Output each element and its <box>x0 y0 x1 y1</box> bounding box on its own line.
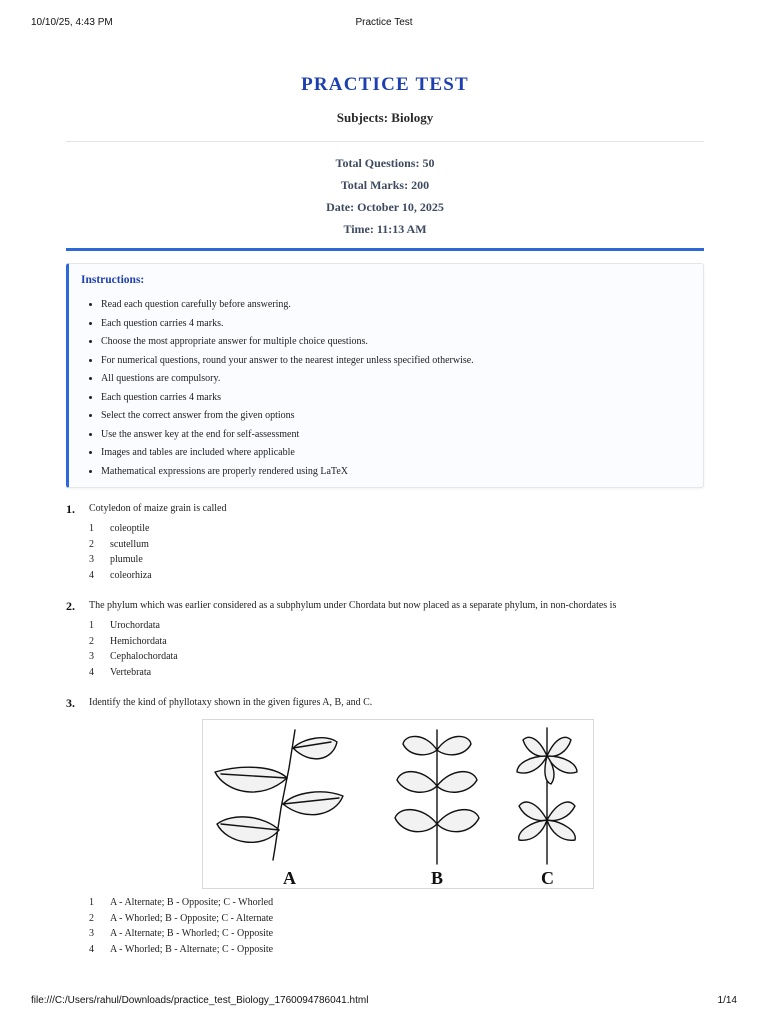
option-item <box>89 665 704 681</box>
subject-line: Subjects: Biology <box>336 110 434 125</box>
option-item <box>89 926 704 942</box>
instructions-list <box>81 296 691 481</box>
option-item <box>89 537 704 553</box>
option-item <box>89 895 704 911</box>
question-number: 2. <box>66 599 75 613</box>
option-text: A - Whorled; B - Opposite; C - Alternate <box>110 912 274 924</box>
option-number: 2 <box>89 635 94 647</box>
option-number: 3 <box>89 554 94 565</box>
question-text: The phylum which was earlier considered as a subphylum under Chordata but now placed as a separate phylum, in non-chordates is <box>89 600 617 611</box>
question-text: Cotyledon of maize grain is called <box>89 503 227 514</box>
instruction-item: • All questions are compulsory. <box>101 370 691 389</box>
total-questions: Total Questions: 50 <box>335 156 435 170</box>
instruction-item: • Read each question carefully before answering. <box>101 296 691 315</box>
option-number: 2 <box>89 912 94 924</box>
instruction-item: • Mathematical expressions are properly rendered using LaTeX <box>101 463 691 482</box>
phyllotaxy-figure <box>202 719 594 889</box>
option-text: Cephalochordata <box>110 651 178 662</box>
option-text: A - Alternate; B - Whorled; C - Opposite <box>110 928 274 939</box>
divider <box>66 141 704 142</box>
option-item <box>89 634 704 650</box>
instructions-box <box>66 263 704 488</box>
option-text: plumule <box>110 554 143 565</box>
figure-a-alternate <box>215 730 343 860</box>
print-title: Practice Test <box>355 17 413 28</box>
option-text: coleorhiza <box>110 569 152 581</box>
figure-label-a: A <box>283 868 296 888</box>
instruction-item: • Use the answer key at the end for self-assessment <box>101 426 691 445</box>
option-number: 4 <box>89 569 94 581</box>
figure-label-c: C <box>541 868 554 888</box>
option-text: Vertebrata <box>110 666 152 678</box>
instruction-item: • Each question carries 4 marks. <box>101 315 691 334</box>
test-date: Date: October 10, 2025 <box>326 200 444 214</box>
option-text: Hemichordata <box>110 635 167 647</box>
figure-b-opposite <box>395 730 479 864</box>
option-number: 1 <box>89 897 94 908</box>
option-item <box>89 552 704 568</box>
phyllotaxy-illustration <box>203 720 593 888</box>
header-rule <box>66 248 704 251</box>
total-marks: Total Marks: 200 <box>340 178 430 192</box>
question-text: Identify the kind of phyllotaxy shown in the given figures A, B, and C. <box>89 697 373 708</box>
option-number: 2 <box>89 538 94 550</box>
question-1 <box>66 502 704 583</box>
test-time: Time: 11:13 AM <box>343 222 427 236</box>
option-item <box>89 942 704 958</box>
option-item <box>89 649 704 665</box>
instruction-item: • Images and tables are included where applicable <box>101 444 691 463</box>
figure-label-b: B <box>431 868 444 888</box>
option-item <box>89 911 704 927</box>
option-text: coleoptile <box>110 523 150 534</box>
instruction-item: • Select the correct answer from the given options <box>101 407 691 426</box>
page-title: PRACTICE TEST <box>301 74 469 95</box>
instruction-item: • Each question carries 4 marks <box>101 389 691 408</box>
question-number: 1. <box>66 502 75 516</box>
option-text: Urochordata <box>110 620 160 631</box>
option-item <box>89 568 704 584</box>
question-3 <box>66 696 704 957</box>
print-datetime: 10/10/25, 4:43 PM <box>31 17 113 28</box>
option-item <box>89 618 704 634</box>
option-text: A - Whorled; B - Alternate; C - Opposite <box>110 943 274 955</box>
option-text: scutellum <box>110 538 149 550</box>
instruction-item: • Choose the most appropriate answer for multiple choice questions. <box>101 333 691 352</box>
option-number: 1 <box>89 620 94 631</box>
page-number: 1/14 <box>717 995 737 1006</box>
option-number: 3 <box>89 651 94 662</box>
figure-c-whorled <box>517 728 577 864</box>
question-number: 3. <box>66 696 75 710</box>
file-path: file:///C:/Users/rahul/Downloads/practice_test_Biology_1760094786041.html <box>31 995 369 1006</box>
options-list <box>89 895 704 957</box>
test-meta <box>66 152 704 240</box>
option-number: 4 <box>89 666 94 678</box>
test-page <box>66 70 704 957</box>
question-2 <box>66 599 704 680</box>
option-text: A - Alternate; B - Opposite; C - Whorled <box>110 897 274 908</box>
instruction-item: • For numerical questions, round your answer to the nearest integer unless specified otherwise. <box>101 352 691 371</box>
option-item <box>89 521 704 537</box>
option-number: 1 <box>89 523 94 534</box>
instructions-title: Instructions: <box>81 274 145 286</box>
options-list <box>89 618 704 680</box>
option-number: 4 <box>89 943 94 955</box>
options-list <box>89 521 704 583</box>
option-number: 3 <box>89 928 94 939</box>
